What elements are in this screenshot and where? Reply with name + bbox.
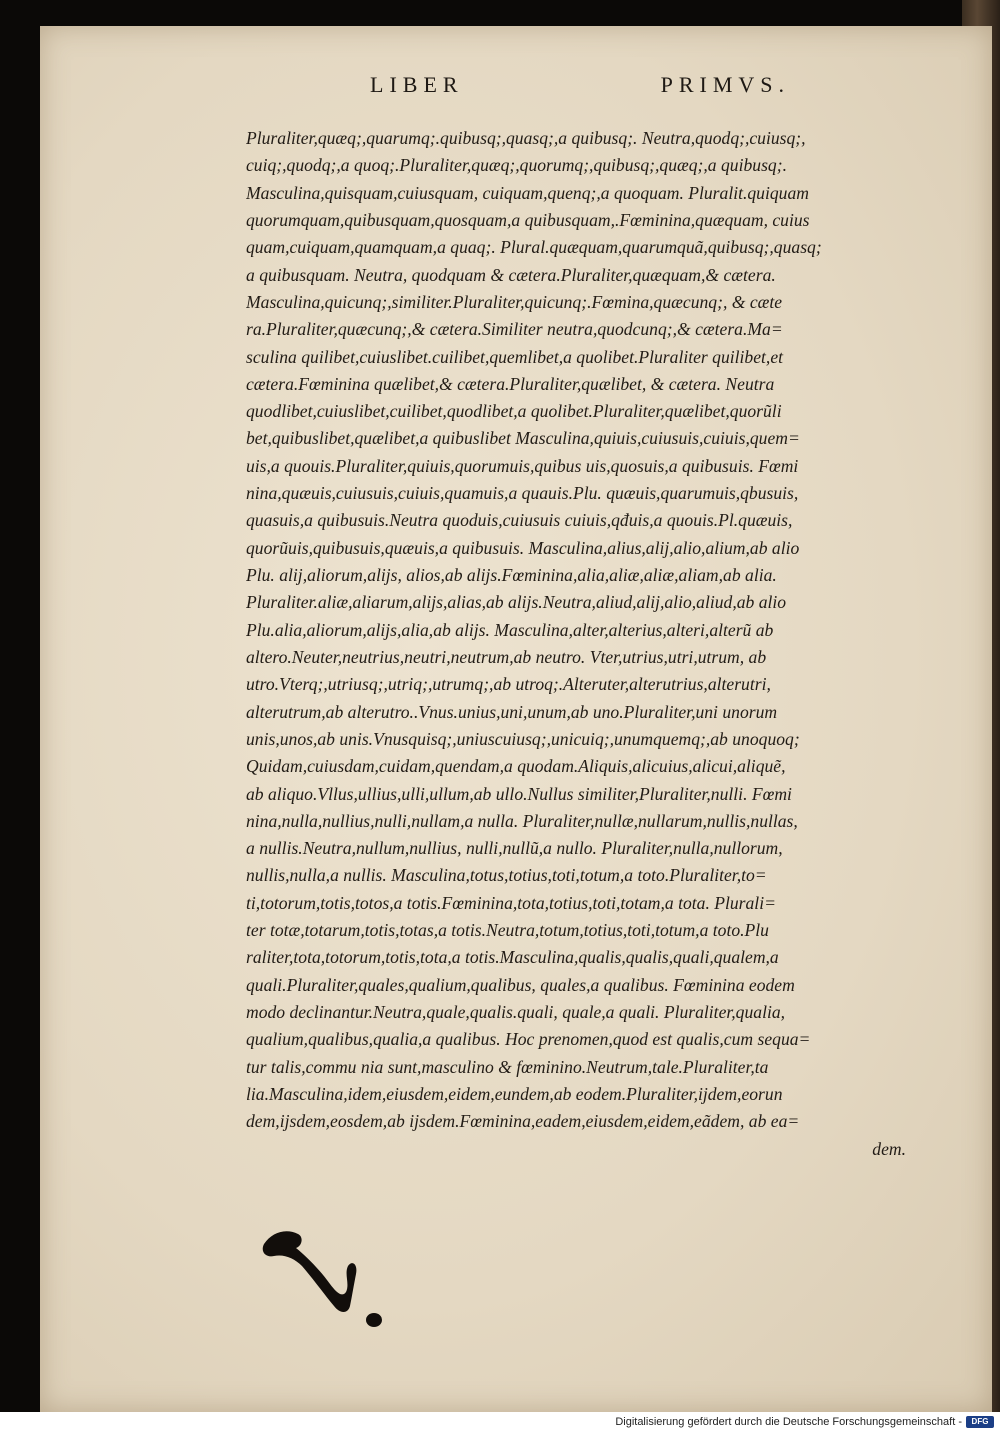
text-line: a nullis.Neutra,nullum,nullius, nulli,nullũ,a nullo. Pluraliter,nulla,nullorum, xyxy=(246,838,783,859)
text-line: sculina quilibet,cuiuslibet.cuilibet,quemlibet,a quolibet.Pluraliter quilibet,et xyxy=(246,346,784,367)
page-body-text xyxy=(246,125,906,1163)
text-line: alterutrum,ab alterutro..Vnus.unius,uni,unum,ab uno.Pluraliter,uni unorum xyxy=(246,701,778,722)
text-line: nina,quæuis,cuiusuis,cuiuis,quamuis,a quauis.Plu. quæuis,quarumuis,qbusuis, xyxy=(246,483,799,504)
text-line: lia.Masculina,idem,eiusdem,eidem,eundem,ab eodem.Pluraliter,ijdem,eorun xyxy=(246,1083,783,1104)
text-line: Plu.alia,aliorum,alijs,alia,ab alijs. Masculina,alter,alterius,alteri,alterũ ab xyxy=(246,619,774,640)
ink-blot-mark xyxy=(258,1218,398,1328)
text-line: modo declinantur.Neutra,quale,qualis.quali, quale,a quali. Pluraliter,qualia, xyxy=(246,1002,786,1022)
text-line: nullis,nulla,a nullis. Masculina,totus,totius,toti,totum,a toto.Pluraliter,to= xyxy=(246,865,767,886)
header-right: PRIMVS. xyxy=(660,72,790,97)
text-line: quali.Pluraliter,quales,qualium,qualibus, quales,a qualibus. Fœminina eodem xyxy=(246,974,795,995)
text-line: nina,nulla,nullius,nulli,nullam,a nulla. Pluraliter,nullæ,nullarum,nullis,nullas, xyxy=(246,810,798,831)
text-line: uis,a quouis.Pluraliter,quiuis,quorumuis,quibus uis,quosuis,a quibusuis. Fœmi xyxy=(246,455,799,476)
text-line: ti,totorum,totis,totos,a totis.Fœminina,tota,totius,toti,totam,a tota. Plurali= xyxy=(246,892,776,913)
text-line: quasuis,a quibusuis.Neutra quoduis,cuiusuis cuiuis,qđuis,a quouis.Pl.quæuis, xyxy=(246,510,793,531)
text-line: dem,ijsdem,eosdem,ab ijsdem.Fœminina,eadem,eiusdem,eidem,eãdem, ab ea= xyxy=(246,1111,800,1132)
header-left: LIBER xyxy=(370,72,464,97)
text-line: ab aliquo.Vllus,ullius,ulli,ullum,ab ullo.Nullus similiter,Pluraliter,nulli. Fœmi xyxy=(246,783,792,804)
text-line: tur talis,commu nia sunt,masculino & fœminino.Neutrum,tale.Pluraliter,ta xyxy=(246,1056,769,1077)
text-line: bet,quibuslibet,quælibet,a quibuslibet Masculina,quiuis,cuiusuis,cuiuis,quem= xyxy=(246,428,800,449)
dfg-logo: DFG xyxy=(966,1416,994,1428)
running-header xyxy=(370,72,790,98)
text-line: Plu. alij,aliorum,alijs, alios,ab alijs.Fœminina,alia,aliæ,aliæ,aliam,ab alia. xyxy=(246,565,777,585)
text-line: Pluraliter,quæq;,quarumq;.quibusq;,quasq;,a quibusq;. Neutra,quodq;,cuiusq;, xyxy=(246,128,806,148)
text-line: qualium,qualibus,qualia,a qualibus. Hoc prenomen,quod est qualis,cum sequa= xyxy=(246,1029,811,1050)
text-line: raliter,tota,totorum,totis,tota,a totis.Masculina,qualis,qualis,quali,qualem,a xyxy=(246,947,779,968)
text-line: cuiq;,quodq;,a quoq;.Pluraliter,quæq;,quorumq;,quibusq;,quæq;,a quibusq;. xyxy=(246,155,787,176)
footer-credit: Digitalisierung gefördert durch die Deutsche Forschungsgemeinschaft - xyxy=(615,1416,962,1428)
text-line: quorũuis,quibusuis,quæuis,a quibusuis. Masculina,alius,alij,alio,alium,ab alio xyxy=(246,537,800,558)
text-line: Quidam,cuiusdam,cuidam,quendam,a quodam.Aliquis,alicuius,alicui,aliquẽ, xyxy=(246,756,786,777)
text-line: ter totæ,totarum,totis,totas,a totis.Neutra,totum,totius,toti,totum,a toto.Plu xyxy=(246,920,769,941)
text-line: cætera.Fœminina quælibet,& cætera.Pluraliter,quælibet, & cætera. Neutra xyxy=(246,373,775,394)
text-line: a quibusquam. Neutra, quodquam & cætera.Pluraliter,quæquam,& cætera. xyxy=(246,264,776,285)
text-line: Masculina,quicunq;,similiter.Pluraliter,quicunq;.Fœmina,quæcunq;, & cæte xyxy=(246,291,783,312)
text-line: ra.Pluraliter,quæcunq;,& cætera.Similiter neutra,quodcunq;,& cætera.Ma= xyxy=(246,319,783,340)
text-line: unis,unos,ab unis.Vnusquisq;,uniuscuiusq;,unicuiq;,unumquemq;,ab unoquoq; xyxy=(246,728,800,749)
text-line: Masculina,quisquam,cuiusquam, cuiquam,quenq;,a quoquam. Pluralit.quiquam xyxy=(246,182,809,203)
text-line: quodlibet,cuiuslibet,cuilibet,quodlibet,a quolibet.Pluraliter,quælibet,quorũli xyxy=(246,401,782,422)
text-line: utro.Vterq;,utriusq;,utriq;,utrumq;,ab utroq;.Alteruter,alterutrius,alterutri, xyxy=(246,674,771,695)
digitization-footer xyxy=(0,1412,1000,1432)
text-line: dem. xyxy=(872,1138,906,1159)
text-line: quam,cuiquam,quamquam,a quaq;. Plural.quæquam,quarumquã,quibusq;,quasq; xyxy=(246,237,822,258)
text-line: Pluraliter.aliæ,aliarum,alijs,alias,ab alijs.Neutra,aliud,alij,alio,aliud,ab alio xyxy=(246,592,787,613)
text-line: quorumquam,quibusquam,quosquam,a quibusquam,.Fœminina,quæquam, cuius xyxy=(246,209,810,230)
text-line: altero.Neuter,neutrius,neutri,neutrum,ab neutro. Vter,utrius,utri,utrum, ab xyxy=(246,646,767,667)
